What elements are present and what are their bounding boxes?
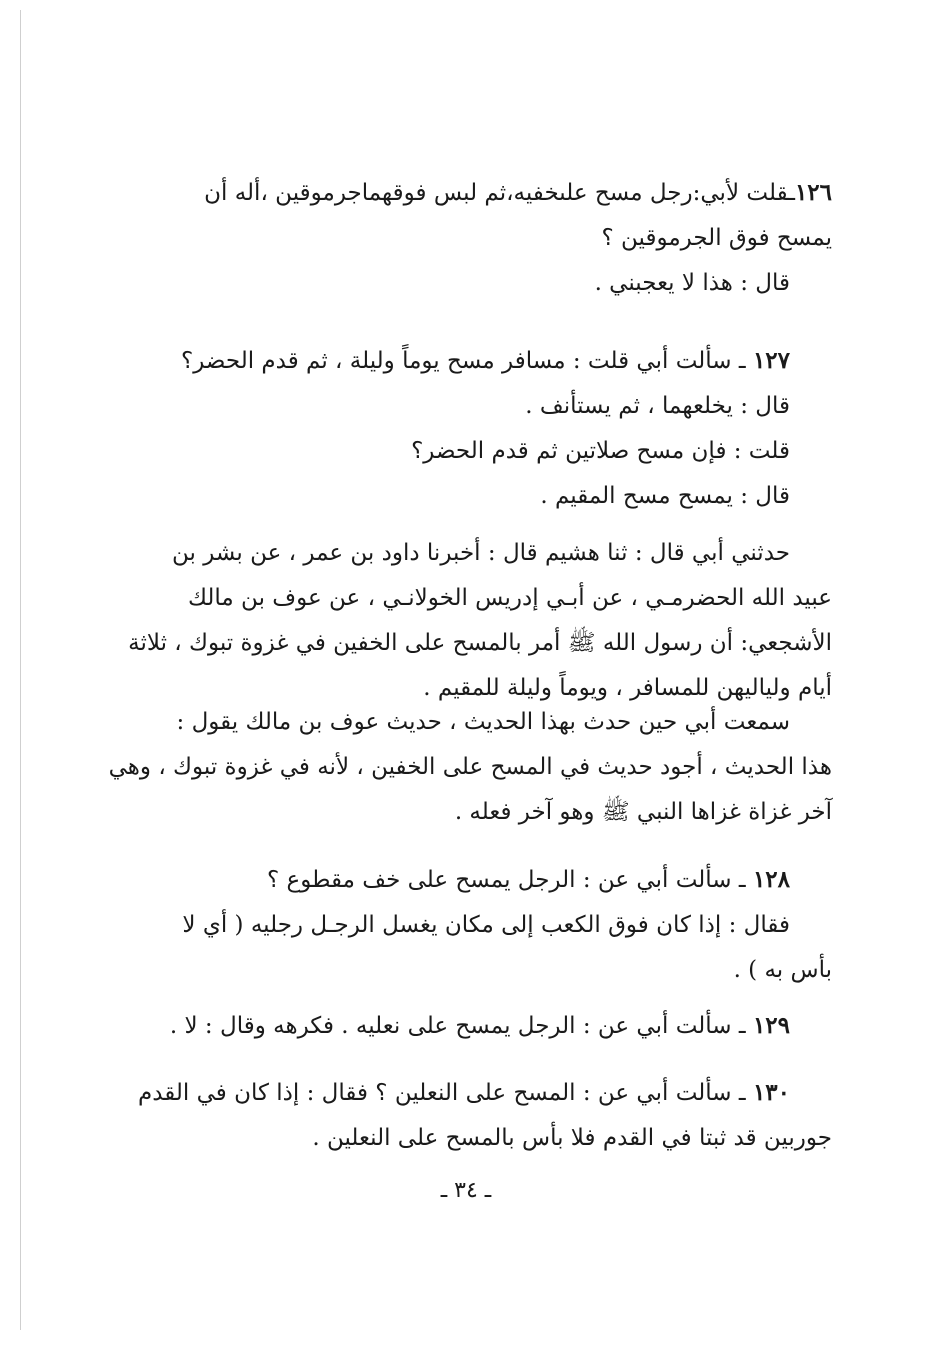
question-127-line <box>150 338 832 384</box>
question-text: ـقلت لأبي:رجل مسح علىخفيه،ثم لبس فوقهماجرموقين ،أله أن <box>204 180 795 206</box>
question-129 <box>150 1003 832 1049</box>
comment-paragraph <box>108 700 832 835</box>
question-text: ـ سألت أبي عن : الرجل يمسح على نعليه . فكرهه وقال : لا . <box>169 1013 753 1039</box>
answer-128-line-1: فقال : إذا كان فوق الكعب إلى مكان يغسل الرجـل رجليه ( أي لا <box>182 912 790 938</box>
question-126-line-2: يمسح فوق الجرموقين ؟ <box>601 225 832 251</box>
hadith-line-2: عبيد الله الحضرمـي ، عن أبـي إدريس الخولانـي ، عن عوف بن مالك <box>188 585 832 611</box>
comment-line-2: هذا الحديث ، أجود حديث في المسح على الخفين ، لأنه في غزوة تبوك ، وهي <box>108 754 832 780</box>
question-126 <box>150 170 832 306</box>
answer-126: قال : هذا لا يعجبني . <box>594 270 790 296</box>
question-127-followup: قلت : فإن مسح صلاتين ثم قدم الحضر؟ <box>411 438 790 464</box>
question-number: ١٢٩ <box>752 1012 790 1039</box>
question-128-line <box>150 857 832 903</box>
answer-128-line-2: بأس به ) . <box>733 957 832 983</box>
hadith-line-1: حدثني أبي قال : ثنا هشيم قال : أخبرنا داود بن عمر ، عن بشر بن <box>171 540 790 566</box>
question-text: ـ سألت أبي عن : الرجل يمسح على خف مقطوع ؟ <box>267 867 753 893</box>
hadith-line-4: أيام ولياليهن للمسافر ، ويوماً وليلة للمقيم . <box>423 675 832 701</box>
answer-127-1: قال : يخلعهما ، ثم يستأنف . <box>525 393 790 419</box>
question-number: ١٢٨ <box>752 866 790 893</box>
question-126-line-1 <box>150 170 832 216</box>
question-130 <box>137 1070 832 1161</box>
hadith-paragraph <box>128 531 832 711</box>
question-127 <box>150 338 832 519</box>
question-number: ١٣٠ <box>752 1079 790 1106</box>
hadith-line-3: الأشجعي: أن رسول الله ﷺ أمر بالمسح على الخفين في غزوة تبوك ، ثلاثة <box>128 630 832 656</box>
comment-line-3: آخر غزاة غزاها النبي ﷺ وهو آخر فعله . <box>454 799 832 825</box>
question-130-line-1 <box>137 1070 832 1116</box>
comment-line-1: سمعت أبي حين حدث بهذا الحديث ، حديث عوف بن مالك يقول : <box>176 709 790 735</box>
question-129-line <box>150 1003 832 1049</box>
question-130-line-2: جوربين قد ثبتا في القدم فلا بأس بالمسح على النعلين . <box>312 1125 832 1151</box>
question-text: ـ سألت أبي عن : المسح على النعلين ؟ فقال : إذا كان في القدم <box>137 1080 753 1106</box>
question-128 <box>150 857 832 993</box>
page-number: ـ ٣٤ ـ <box>440 1178 492 1203</box>
question-text: ـ سألت أبي قلت : مسافر مسح يوماً وليلة ، ثم قدم الحضر؟ <box>181 348 753 374</box>
binding-edge-line <box>20 10 21 1330</box>
answer-127-2: قال : يمسح مسح المقيم . <box>540 483 790 509</box>
question-number: ١٢٦ <box>794 179 832 206</box>
question-number: ١٢٧ <box>752 347 790 374</box>
